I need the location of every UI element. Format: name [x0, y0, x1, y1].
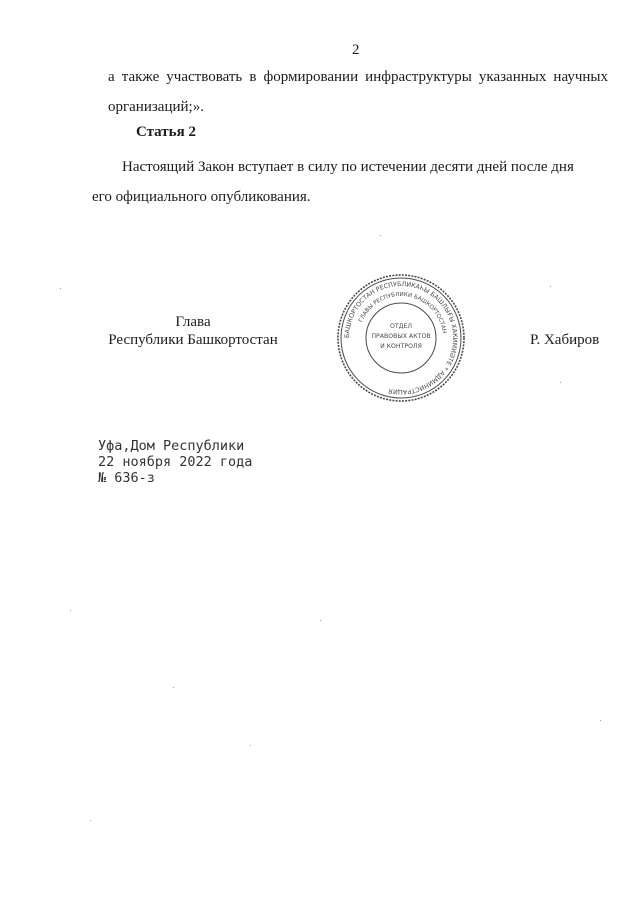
seal-inner-text: ГЛАВЫ РЕСПУБЛИКИ БАШКОРТОСТАН [358, 291, 447, 334]
scan-speck [560, 382, 561, 383]
scan-speck [550, 286, 551, 287]
article-line: его официального опубликования. [92, 189, 311, 205]
official-seal [336, 273, 466, 403]
issuance-date: 22 ноября 2022 года [98, 454, 253, 470]
article-heading: Статья 2 [136, 124, 196, 140]
issuance-details [98, 438, 252, 486]
seal-outer-text: БАШКОРТОСТАН РЕСПУБЛИКАҺЫ БАШЛЫҒЫ ХАКИМИӘТЕ * АДМИНИСТРАЦИЯ [343, 280, 459, 396]
scan-speck [380, 235, 381, 236]
seal-center-line: ПРАВОВЫХ АКТОВ [371, 333, 431, 340]
scan-speck [320, 620, 321, 621]
signatory-name: Р. Хабиров [530, 332, 600, 348]
signatory-title [103, 313, 283, 349]
scan-speck [600, 720, 601, 721]
seal-center-line: ОТДЕЛ [389, 323, 413, 330]
scan-speck [60, 288, 61, 289]
seal-center-line: И КОНТРОЛЯ [380, 343, 422, 350]
scan-speck [250, 745, 251, 746]
paragraph-line: организаций;». [108, 99, 204, 115]
scan-speck [90, 820, 91, 821]
scan-speck [70, 610, 71, 611]
article-line: Настоящий Закон вступает в силу по истечении десяти дней после дня [122, 159, 574, 175]
scan-speck [173, 687, 174, 688]
issuance-place: Уфа,Дом Республики [98, 438, 245, 454]
paragraph-continuation [108, 62, 608, 122]
page-number: 2 [352, 42, 360, 58]
law-number: № 636-з [98, 470, 155, 486]
signatory-title-line: Глава [175, 314, 211, 330]
article-text [92, 152, 592, 212]
paragraph-line: а также участвовать в формировании инфраструктуры указанных научных [108, 69, 608, 85]
signatory-title-line: Республики Башкортостан [108, 332, 278, 348]
